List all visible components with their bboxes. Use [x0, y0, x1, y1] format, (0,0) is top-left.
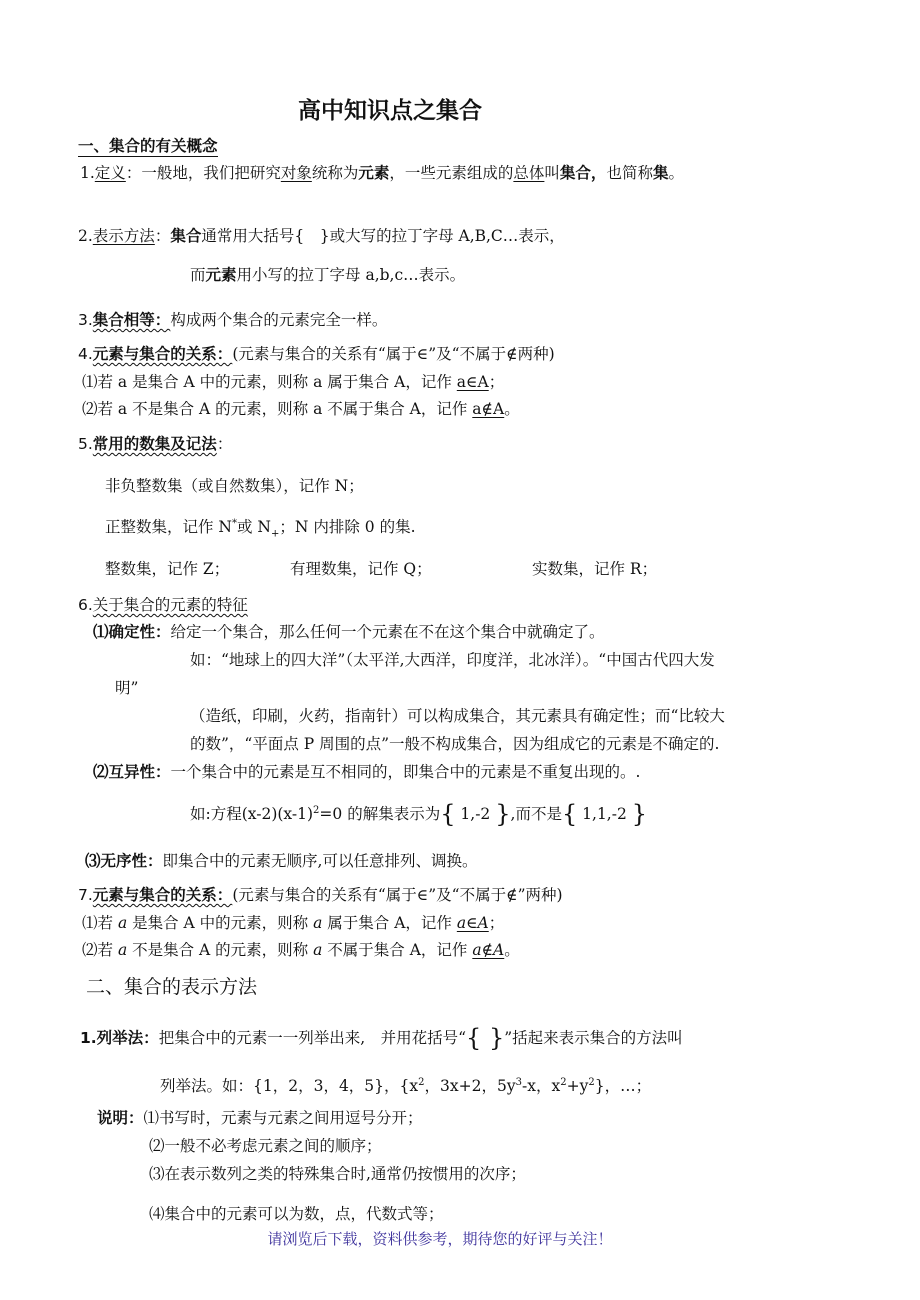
relation2-text: (元素与集合的关系有“属于∈”及“不属于∉”两种) [232, 886, 563, 904]
relation-text: (元素与集合的关系有“属于∈”及“不属于∉两种) [232, 345, 555, 363]
ex-a: 列举法。如：{1，2，3，4，5}，{x [160, 1077, 419, 1096]
pos-int-b: 或 N [237, 518, 271, 537]
left-brace-2: { [561, 800, 578, 828]
element-term: 元素 [358, 163, 390, 182]
rep2-text-c: 用小写的拉丁字母 a,b,c…表示。 [236, 266, 466, 284]
element-word: 元素 [205, 265, 237, 284]
distinctness-text: 一个集合中的元素是互不相同的，即集合中的元素是不重复出现的。. [170, 763, 641, 781]
definition-text-2: 统称为 [311, 164, 359, 182]
right-brace: } [495, 800, 511, 828]
belongs-symbol: a∈A [456, 373, 489, 391]
relation2-label: 元素与集合的关系： [92, 886, 233, 904]
r2i2-a: ⑵若 [82, 941, 118, 959]
integers: 整数集，记作 Z； [105, 560, 230, 578]
distinctness-example [190, 800, 647, 829]
relation-number: 4. [78, 345, 93, 363]
section-1-heading [78, 137, 218, 156]
wrong-set: 1,1,-2 [577, 805, 632, 823]
reals: 实数集，记作 R； [532, 560, 658, 578]
unordered-text: 即集合中的元素无顺序,可以任意排列、调换。 [162, 852, 478, 870]
ex-sup-3: 2 [560, 1077, 567, 1088]
relation-item-2-text: ⑵若 a 不是集合 A 的元素，则称 a 不属于集合 A，记作 [82, 400, 473, 418]
definition-text-1: ：一般地，我们把研究 [125, 164, 281, 182]
footer-note: 请浏览后下载，资料供参考，期待您的好评与关注！ [267, 1230, 613, 1248]
star-sup: * [232, 518, 237, 529]
ex-sup-4: 2 [588, 1077, 595, 1088]
r2i2-var-2: a [313, 941, 323, 959]
definition-text-5: 也简称 [606, 164, 653, 182]
note-line-1 [97, 1109, 423, 1128]
rationals: 有理数集，记作 Q； [290, 560, 432, 578]
equation-sup: 2 [313, 804, 320, 816]
number-sets-colon: ： [216, 435, 233, 453]
r2i1-a: ⑴若 [82, 914, 118, 932]
distinctness-line [93, 763, 640, 782]
number-sets-line [78, 435, 232, 454]
enumeration-text-2: ”括起来表示集合的方法叫 [504, 1029, 683, 1047]
unordered-label: ⑶无序性： [85, 852, 163, 870]
equality-text: 构成两个集合的元素完全一样。 [170, 311, 388, 329]
representation-number: 2. [78, 227, 93, 245]
natural-numbers: 非负整数集（或自然数集），记作 N； [105, 477, 364, 495]
whole-term: 总体 [513, 164, 545, 182]
features-number: 6. [78, 596, 93, 614]
r2i2-b: 不是集合 A 的元素，则称 [127, 941, 314, 959]
positive-integers [105, 518, 416, 540]
representation-colon: ： [154, 227, 171, 245]
note-1: ⑴书写时，元素与元素之间用逗号分开； [143, 1109, 423, 1127]
representation-line-2 [190, 266, 465, 285]
representation-text: 通常用大括号{ }或大写的拉丁字母 A,B,C…表示， [201, 227, 565, 245]
definition-line [80, 164, 684, 183]
relation-item-1-text: ⑴若 a 是集合 A 中的元素，则称 a 属于集合 A，记作 [82, 373, 457, 391]
not-belongs-symbol: a∉A [472, 400, 505, 418]
note-2: ⑵一般不必考虑元素之间的顺序； [149, 1137, 382, 1155]
object-term: 对象 [280, 164, 312, 182]
pos-int-c: ；N 内排除 0 的集. [279, 518, 416, 537]
r2i1-end: ； [488, 914, 505, 932]
relation-item-2 [82, 400, 520, 419]
ex-b: ，3x+2，5y [424, 1077, 516, 1096]
equality-number: 3. [78, 311, 93, 329]
r2i2-var: a [117, 941, 128, 959]
enumeration-label: 1.列举法： [80, 1029, 159, 1047]
r2i1-var: a [117, 914, 128, 932]
r2i2-end: 。 [504, 941, 520, 959]
determinacy-example-2: 明” [115, 679, 139, 697]
definition-text-3: ，一些元素组成的 [389, 164, 514, 182]
ex-d: +y [566, 1077, 589, 1096]
equation-b: =0 的解集表示为 [319, 805, 441, 823]
enumeration-example [160, 1077, 651, 1096]
determinacy-example-1: 如：“地球上的四大洋”（太平洋,大西洋，印度洋，北冰洋）。“中国古代四大发 [190, 651, 715, 669]
definition-number: 1. [80, 164, 95, 182]
features-label: 关于集合的元素的特征 [92, 596, 248, 614]
distinctness-label: ⑵互异性： [93, 763, 171, 781]
determinacy-text: 给定一个集合，那么任何一个元素在不在这个集合中就确定了。 [170, 623, 605, 641]
features-line [78, 596, 248, 615]
definition-label: 定义 [94, 164, 126, 182]
enumeration-line [80, 1024, 683, 1053]
number-sets-number: 5. [78, 435, 93, 453]
relation-item-1-end: ； [488, 373, 505, 391]
enumeration-text: 把集合中的元素一一列举出来, 并用花括号“ [158, 1029, 467, 1047]
r2i1-var-2: a [313, 914, 323, 932]
relation2-line [78, 886, 563, 905]
relation-label: 元素与集合的关系： [92, 345, 233, 363]
definition-text-4: 叫 [544, 164, 560, 182]
note-4: ⑷集合中的元素可以为数，点，代数式等； [149, 1205, 444, 1223]
set-word: 集合 [170, 226, 202, 245]
ex-sup-2: 3 [515, 1077, 522, 1088]
ex-e: }，…； [594, 1077, 652, 1096]
note-label: 说明： [97, 1109, 144, 1127]
relation-line [78, 345, 555, 364]
determinacy-label: ⑴确定性： [93, 623, 171, 641]
section-2-title: 二、集合的表示方法 [86, 976, 258, 998]
right-brace-2: } [631, 800, 648, 828]
note-3: ⑶在表示数列之类的特殊集合时,通常仍按惯用的次序； [149, 1165, 526, 1183]
set-equality-line [78, 311, 387, 330]
page-title: 高中知识点之集合 [298, 98, 482, 124]
rep2-text-a: 而 [190, 266, 206, 284]
plus-sub: + [271, 528, 280, 540]
not-belongs-symbol-2: a∉A [472, 941, 505, 959]
determinacy-example-4: 的数”，“平面点 P 周围的点”一般不构成集合，因为组成它的元素是不确定的. [190, 735, 720, 753]
solution-set: 1,-2 [455, 805, 496, 823]
equation-c: ,而不是 [510, 805, 562, 823]
relation2-item-1 [82, 914, 504, 933]
number-sets-label: 常用的数集及记法 [92, 435, 217, 453]
relation2-item-2 [82, 941, 520, 960]
representation-label: 表示方法 [92, 227, 155, 245]
unordered-line [85, 852, 477, 871]
determinacy-example-3: （造纸，印刷，火药，指南针）可以构成集合，其元素具有确定性；而“比较大 [190, 707, 725, 725]
section-1-title: 一、集合的有关概念 [78, 137, 218, 155]
r2i1-c: 属于集合 A，记作 [322, 914, 457, 932]
relation2-number: 7. [78, 886, 93, 904]
relation-item-2-end: 。 [504, 400, 520, 418]
left-brace: { [440, 800, 456, 828]
ji-term: 集 [652, 163, 669, 182]
equation-a: 如:方程(x-2)(x-1) [190, 805, 314, 823]
ex-sup-1: 2 [418, 1077, 425, 1088]
representation-line [78, 227, 565, 246]
r2i2-c: 不属于集合 A，记作 [322, 941, 473, 959]
braces-symbol: { } [466, 1024, 505, 1052]
definition-text-6: 。 [668, 164, 684, 182]
set-term: 集合， [559, 163, 607, 182]
ex-c: -x，x [521, 1077, 561, 1096]
equality-label: 集合相等： [92, 311, 171, 329]
belongs-symbol-2: a∈A [456, 914, 489, 932]
r2i1-b: 是集合 A 中的元素，则称 [127, 914, 314, 932]
determinacy-line [93, 623, 605, 642]
pos-int-a: 正整数集，记作 N [105, 518, 232, 537]
relation-item-1 [82, 373, 504, 392]
